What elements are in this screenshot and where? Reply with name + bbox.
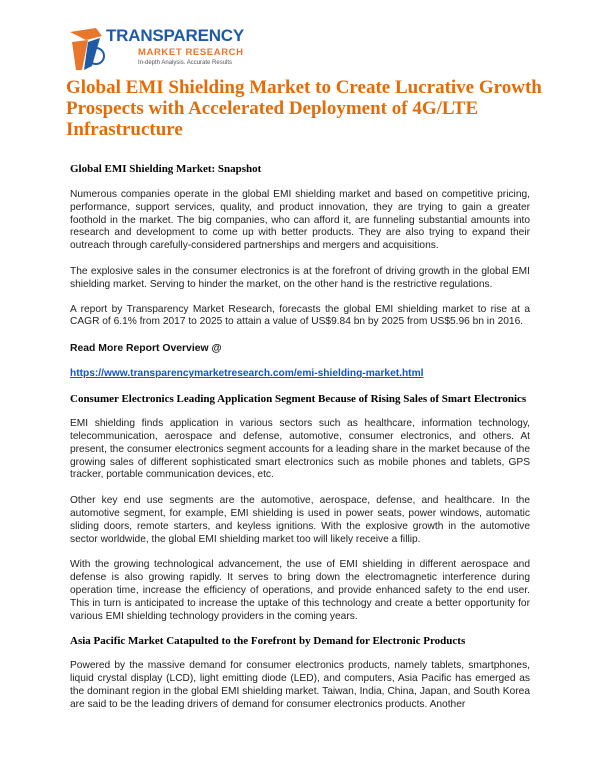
consumer-electronics-heading: Consumer Electronics Leading Application Segment Because of Rising Sales of Smart Electronics [70,393,527,406]
logo-name: TRANSPARENCY [106,26,245,45]
company-logo [66,20,266,80]
paragraph-1: Numerous companies operate in the global EMI shielding market and based on competitive pricing, performance, support services, quality, and product innovation, they are trying to gain a greater foothold in the market. The big companies, who can afford it, are funneling substantial amounts into research and development to come up with better products. They are also trying to expand their outreach through carefully-considered partnerships and mergers and acquisitions. [70,189,530,252]
logo-tagline: In-depth Analysis. Accurate Results [138,60,233,66]
report-link[interactable]: https://www.transparencymarketresearch.com/emi-shielding-market.html [70,368,424,380]
article-body [70,163,530,712]
read-more-label: Read More Report Overview @ [70,343,222,355]
asia-pacific-heading: Asia Pacific Market Catapulted to the Forefront by Demand for Electronic Products [70,635,466,648]
paragraph-6: With the growing technological advancement, the use of EMI shielding in different aerospace and defense is also growing rapidly. It serves to bring down the electromagnetic interference during operation time, increase the efficiency of operations, and provide enhanced safety to the end user. This in turn is anticipated to increase the uptake of this technology and create a better opportunity for various EMI shielding technology providers in the coming years. [70,559,530,622]
paragraph-5: Other key end use segments are the automotive, aerospace, defense, and healthcare. In the automotive segment, for example, EMI shielding is used in power seats, power windows, automatic sliding doors, remote starters, and keyless ignitions. With the explosive growth in the automotive sector worldwide, the global EMI shielding market too will likely receive a fillip. [70,495,530,545]
tmr-logo-icon [66,26,106,74]
paragraph-4: EMI shielding finds application in various sectors such as healthcare, information technology, telecommunication, aerospace and defense, automotive, consumer electronics, and others. At present, the consumer electronics segment accounts for a leading share in the market because of the growing sales of different sophisticated smart electronics such as mobile phones and tablets, GPS tracker, portable communication devices, etc. [70,418,530,481]
paragraph-2: The explosive sales in the consumer electronics is at the forefront of driving growth in the global EMI shielding market. Serving to hinder the market, on the other hand is the restrictive regulations. [70,265,530,290]
paragraph-3: A report by Transparency Market Research, forecasts the global EMI shielding market to rise at a CAGR of 6.1% from 2017 to 2025 to attain a value of US$9.84 bn by 2025 from US$5.96 bn in 2016. [70,303,530,328]
snapshot-heading: Global EMI Shielding Market: Snapshot [70,163,262,175]
paragraph-7: Powered by the massive demand for consumer electronics products, namely tablets, smartphones, liquid crystal display (LCD), light emitting diode (LED), and computers, Asia Pacific has emerged as the dominant region in the global EMI shielding market. Taiwan, India, China, Japan, and South Korea are said to be the leading drivers of demand for consumer electronics products. Another [70,660,530,710]
page-title: Global EMI Shielding Market to Create Lucrative Growth Prospects with Accelerated Deployment of 4G/LTE Infrastructure [66,77,542,140]
logo-subtitle: MARKET RESEARCH [138,47,244,58]
